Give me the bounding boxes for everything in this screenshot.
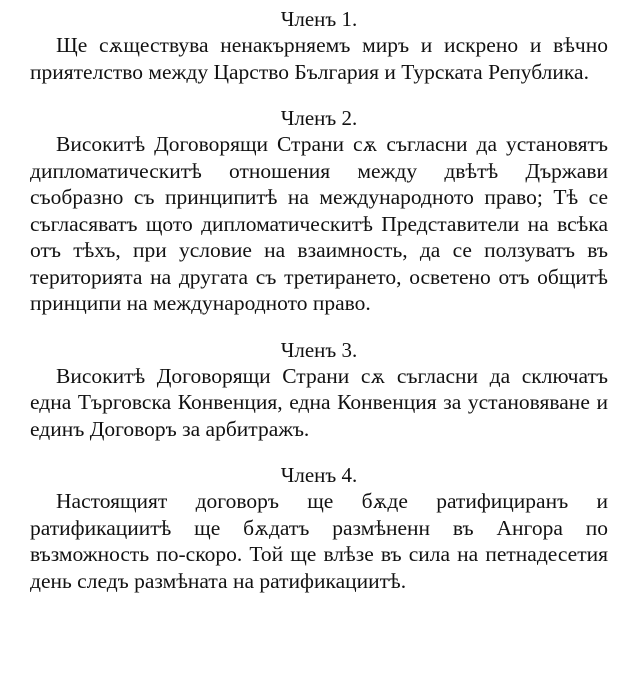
article-4 xyxy=(30,462,608,594)
treaty-page xyxy=(30,6,608,614)
article-title: Членъ 1. xyxy=(280,7,358,31)
article-1 xyxy=(30,6,608,85)
article-3 xyxy=(30,337,608,443)
article-text: Ще сѫществува ненакърняемъ миръ и искрено и вѣчно приятелство между Царство България и Турската Република. xyxy=(30,33,608,84)
article-text: Високитѣ Договорящи Страни сѫ съгласни да установятъ дипломатическитѣ отношения между двѣтѣ Държави съобразно съ принципитѣ на международното право; Тѣ се съгласяватъ щото дипломатическитѣ Представители на всѣка отъ тѣхъ, при условие на взаимность, да се ползуватъ въ територията на другата съ третирането, осветено отъ общитѣ принципи на международното право. xyxy=(30,132,608,315)
article-text: Високитѣ Договорящи Страни сѫ съгласни да сключатъ една Търговска Конвенция, една Конвенция за установяване и единъ Договоръ за арбитражъ. xyxy=(30,363,608,441)
article-2 xyxy=(30,105,608,317)
article-title: Членъ 4. xyxy=(280,463,358,487)
article-title: Членъ 3. xyxy=(280,337,358,362)
article-title: Членъ 2. xyxy=(280,106,358,130)
article-text: Настоящият договоръ ще бѫде ратифициранъ и ратификациитѣ ще бѫдатъ размѣненн въ Ангора по възможность по-скоро. Той ще влѣзе въ сила на петнадесетия день следъ размѣната на ратификациитѣ. xyxy=(30,489,608,593)
